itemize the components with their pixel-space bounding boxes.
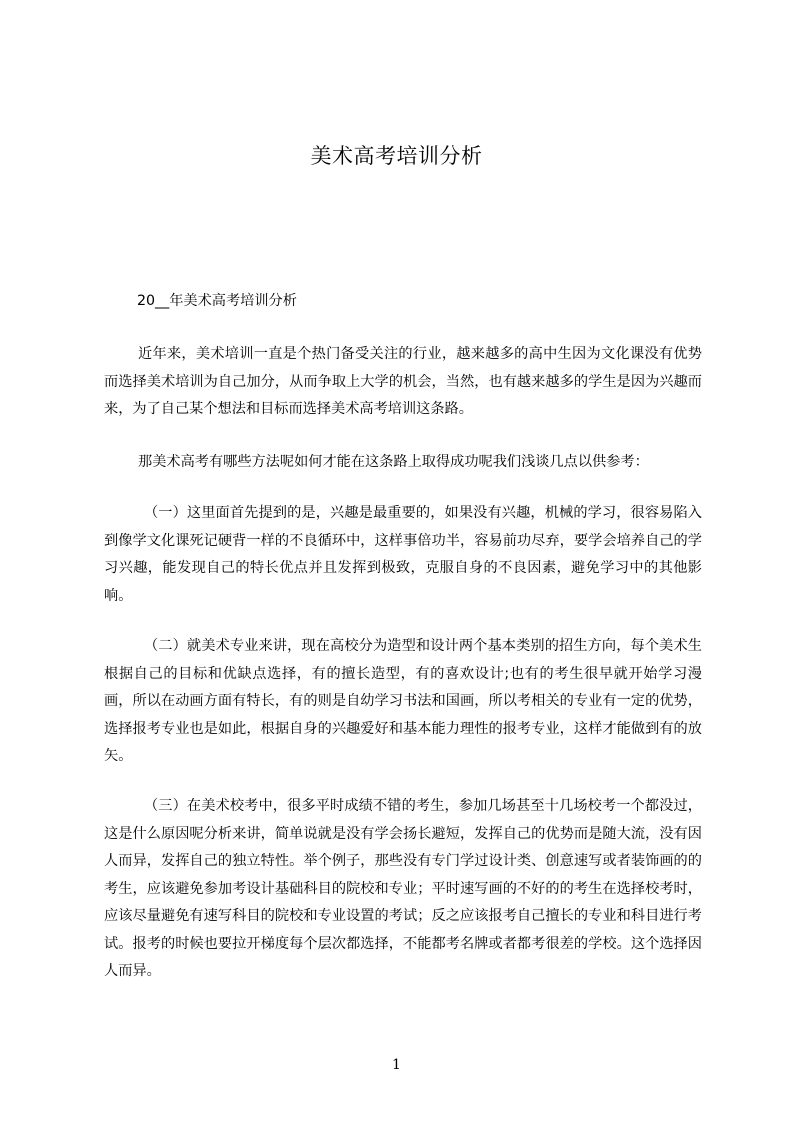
document-subtitle: 20__年美术高考培训分析 xyxy=(137,293,297,309)
document-title: 美术高考培训分析 xyxy=(310,144,483,168)
page-number: 1 xyxy=(392,1057,401,1073)
paragraph-point-2: （二）就美术专业来讲，现在高校分为造型和设计两个基本类别的招生方向，每个美术生根据自己的目标和优缺点选择，有的擅长造型，有的喜欢设计;也有的考生很早就开始学习漫画，所以在动画方面有特长，有的则是自幼学习书法和国画，所以考相关的专业有一定的优势，选择报考专业也是如此，根据自身的兴趣爱好和基本能力理性的报考专业，这样才能做到有的放矢。 xyxy=(104,638,702,764)
paragraph-question: 那美术高考有哪些方法呢如何才能在这条路上取得成功呢我们浅谈几点以供参考： xyxy=(138,454,649,470)
paragraph-point-3: （三）在美术校考中，很多平时成绩不错的考生，参加几场甚至十几场校考一个都没过，这是什么原因呢分析来讲，简单说就是没有学会扬长避短，发挥自己的优势而是随大流，没有因人而异，发挥自己的独立特性。举个例子，那些没有专门学过设计类、创意速写或者装饰画的的考生，应该避免参加考设计基础科目的院校和专业；平时速写画的不好的的考生在选择校考时，应该尽量避免有速写科目的院校和专业设置的考试；反之应该报考自己擅长的专业和科目进行考试。报考的时候也要拉开梯度每个层次都选择，不能都考名牌或者都考很差的学校。这个选择因人而异。 xyxy=(104,798,702,979)
paragraph-intro: 近年来，美术培训一直是个热门备受关注的行业，越来越多的高中生因为文化课没有优势而选择美术培训为自己加分，从而争取上大学的机会，当然，也有越来越多的学生是因为兴趣而来，为了自己某个想法和目标而选择美术高考培训这条路。 xyxy=(104,346,702,417)
paragraph-point-1: （一）这里面首先提到的是，兴趣是最重要的，如果没有兴趣，机械的学习，很容易陷入到像学文化课死记硬背一样的不良循环中，这样事倍功半，容易前功尽弃，要学会培养自己的学习兴趣，能发现自己的特长优点并且发挥到极致，克服自身的不良因素，避免学习中的其他影响。 xyxy=(104,505,702,604)
